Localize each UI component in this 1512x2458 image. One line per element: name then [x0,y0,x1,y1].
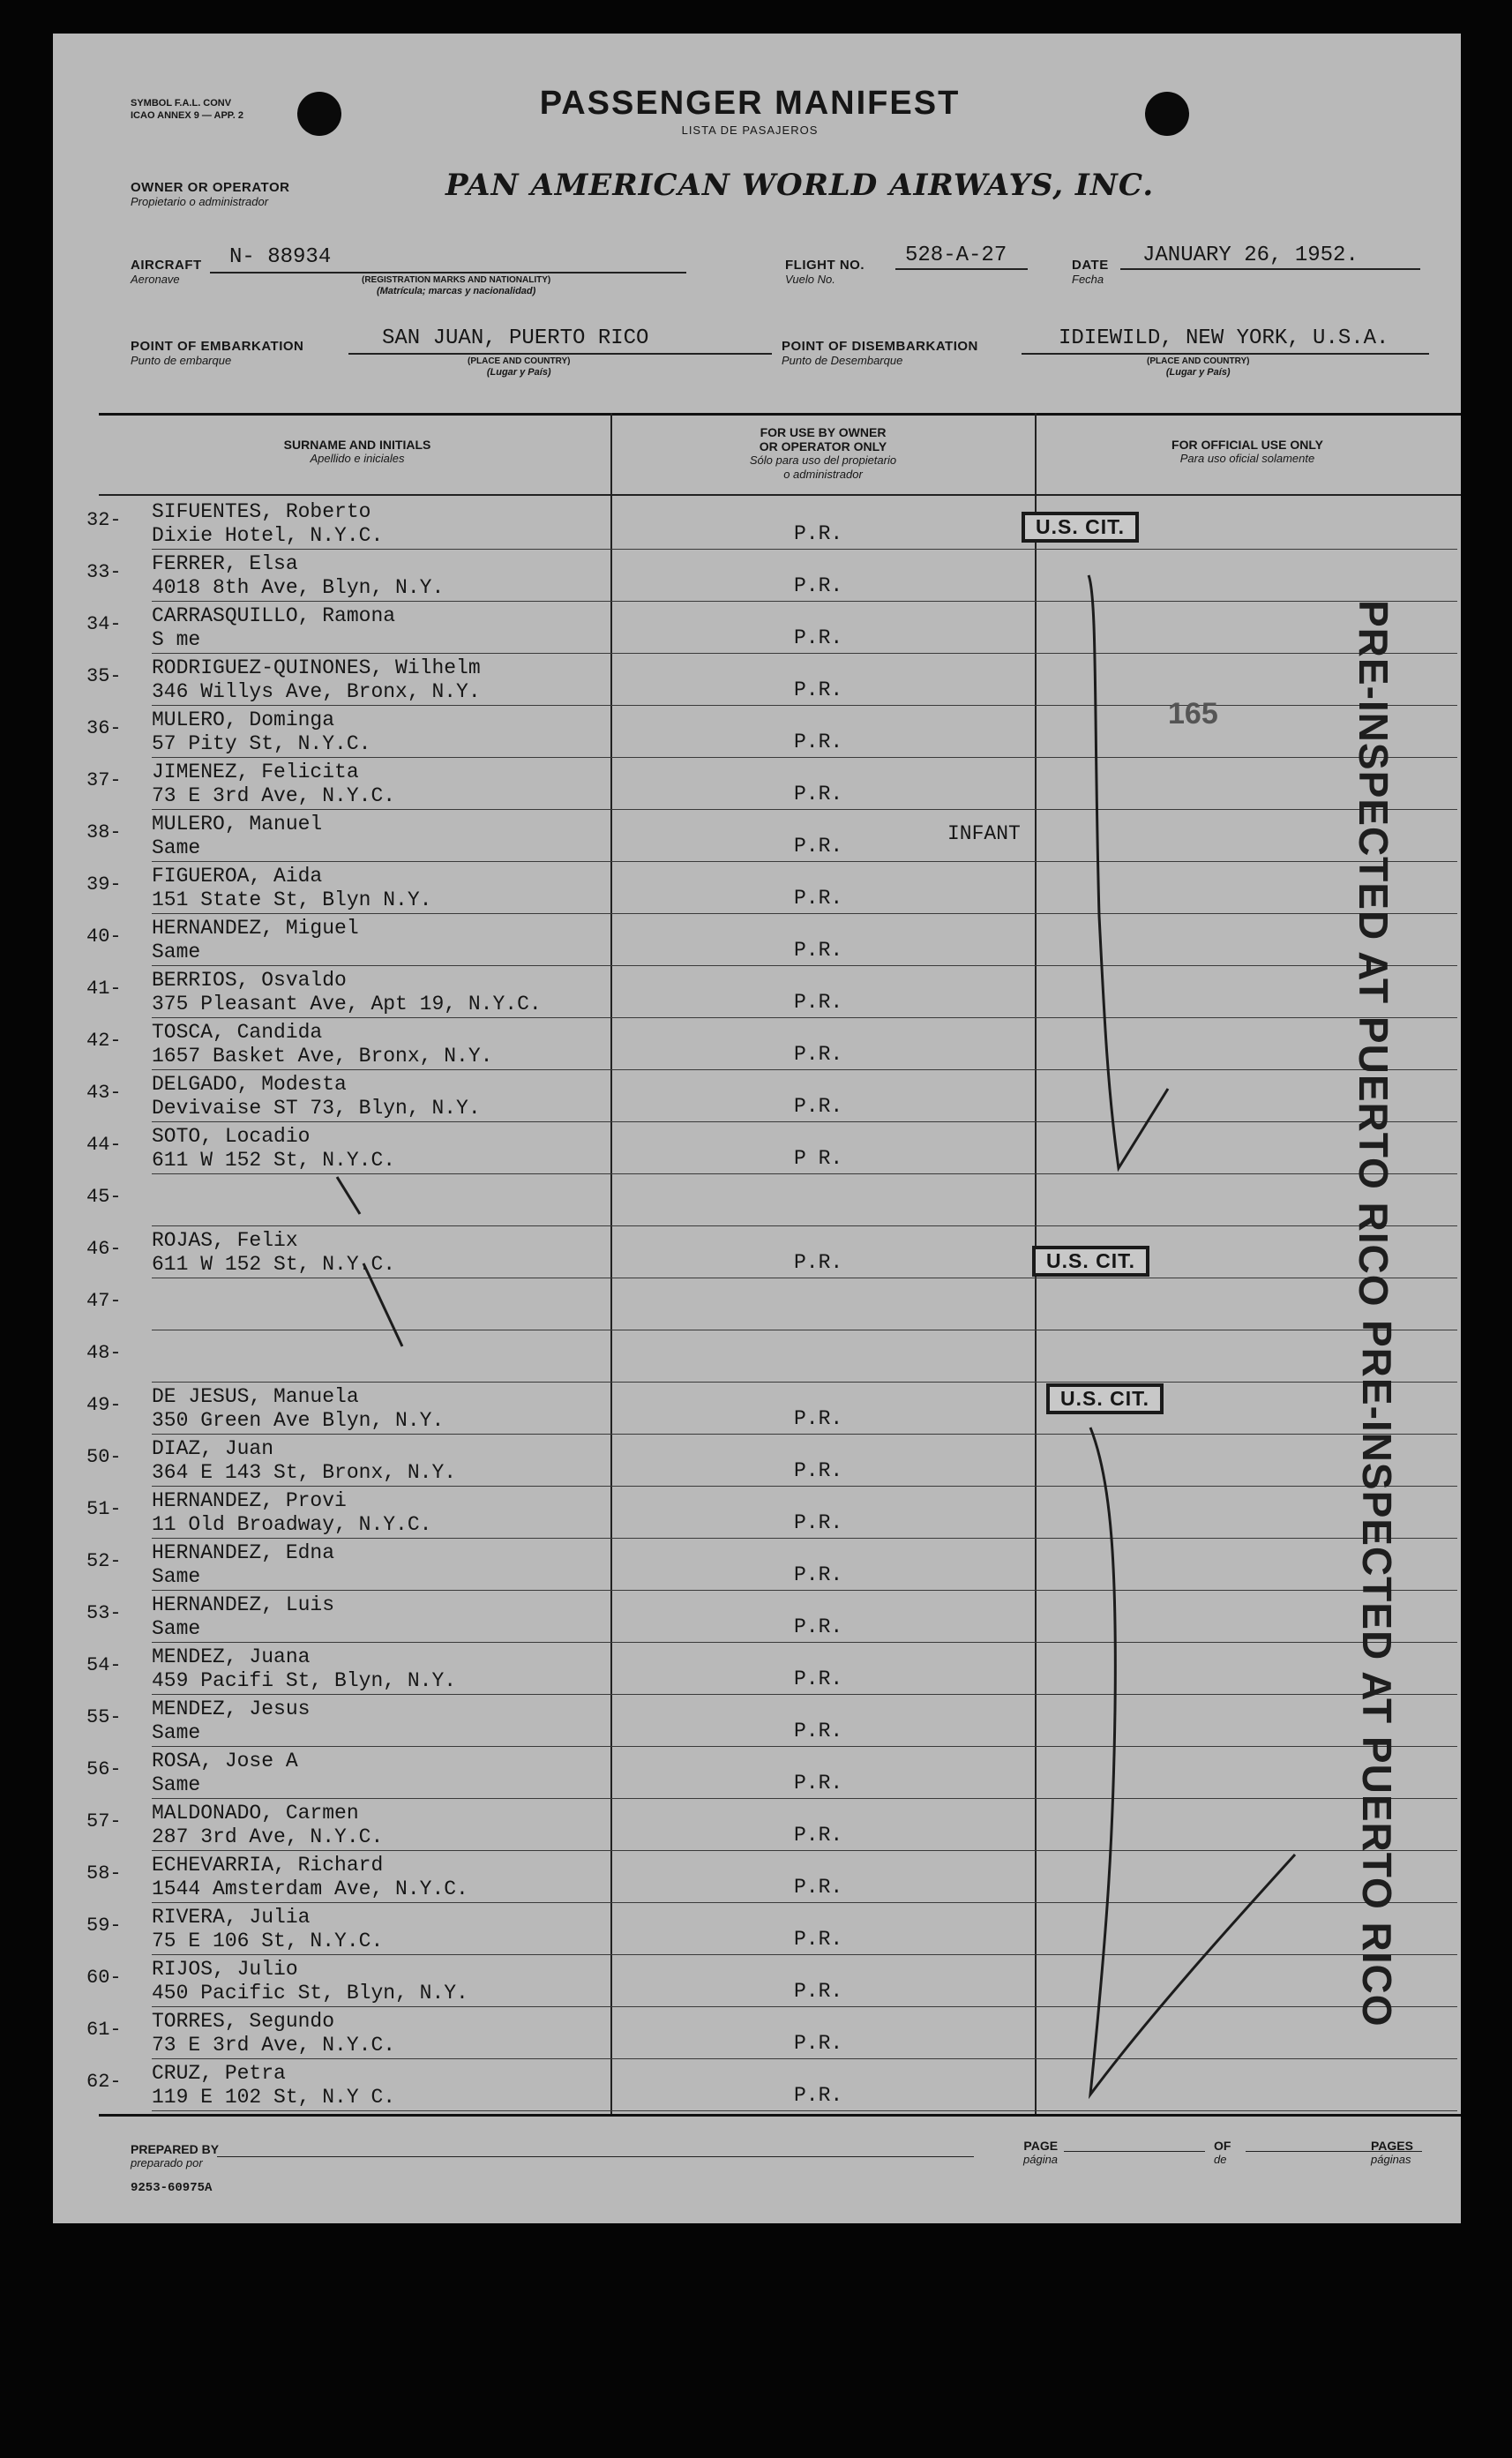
passenger-number: 38- [86,821,122,843]
passenger-name: MULERO, Dominga [152,708,335,731]
operator-code: P.R. [794,1876,843,1899]
passenger-address: 459 Pacifi St, Blyn, N.Y. [152,1669,457,1692]
operator-code: P.R. [794,1824,843,1847]
form-code: 9253-60975A [131,2181,213,2195]
us-citizen-stamp: U.S. CIT. [1032,1246,1149,1277]
page-label: PAGE página [1023,2139,1059,2166]
passenger-number: 40- [86,925,122,948]
passenger-address: Dixie Hotel, N.Y.C. [152,524,384,547]
page-title: PASSENGER MANIFEST [539,85,961,122]
operator-code: P.R. [794,1928,843,1951]
passenger-name: BERRIOS, Osvaldo [152,969,347,992]
passenger-address: Same [152,1565,201,1588]
passenger-address: 611 W 152 St, N.Y.C. [152,1253,396,1276]
operator-code: P.R. [794,731,843,753]
operator-code: P.R. [794,783,843,806]
passenger-address: 75 E 106 St, N.Y.C. [152,1930,384,1952]
passenger-address: Devivaise ST 73, Blyn, N.Y. [152,1097,481,1120]
passenger-address: 1657 Basket Ave, Bronx, N.Y. [152,1045,493,1068]
operator-code: P.R. [794,1251,843,1274]
passenger-name: HERNANDEZ, Provi [152,1489,347,1512]
passenger-name: RIJOS, Julio [152,1958,298,1981]
airline-name: PAN AMERICAN WORLD AIRWAYS, INC. [445,168,1155,203]
passenger-number: 36- [86,717,122,739]
passenger-number: 47- [86,1290,122,1312]
passenger-number: 62- [86,2071,122,2093]
flight-value: 528-A-27 [905,244,1007,267]
operator-code: P.R. [794,1667,843,1690]
passenger-number: 51- [86,1498,122,1520]
passenger-name: RODRIGUEZ-QUINONES, Wilhelm [152,656,481,679]
passenger-address: Same [152,836,201,859]
operator-code: P.R. [794,626,843,649]
passenger-number: 58- [86,1862,122,1885]
passenger-number: 57- [86,1810,122,1832]
passenger-number: 46- [86,1238,122,1260]
passenger-number: 44- [86,1134,122,1156]
page-number-stamp: 165 [1168,697,1218,731]
passenger-name: MENDEZ, Jesus [152,1697,311,1720]
passenger-address: 4018 8th Ave, Blyn, N.Y. [152,576,445,599]
passenger-number: 55- [86,1706,122,1728]
passenger-name: ECHEVARRIA, Richard [152,1854,384,1877]
preinspected-stamp: PRE-INSPECTED AT PUERTO RICO [1354,1320,1400,2027]
passenger-number: 37- [86,769,122,791]
operator-code: P.R. [794,1720,843,1742]
passenger-address: 364 E 143 St, Bronx, N.Y. [152,1461,457,1484]
passenger-name: FIGUEROA, Aida [152,865,323,888]
passenger-number: 34- [86,613,122,635]
passenger-number: 56- [86,1758,122,1780]
form-reference: SYMBOL F.A.L. CONV ICAO ANNEX 9 — APP. 2 [131,98,243,121]
passenger-address: Same [152,1773,201,1796]
passenger-address: 11 Old Broadway, N.Y.C. [152,1513,432,1536]
operator-code: P.R. [794,887,843,910]
owner-label: OWNER OR OPERATOR Propietario o administrador [131,180,290,208]
passenger-name: ROSA, Jose A [152,1750,298,1772]
strike-mark [337,1177,360,1214]
us-citizen-stamp: U.S. CIT. [1046,1383,1164,1414]
passenger-name: DE JESUS, Manuela [152,1385,359,1408]
passenger-address: 73 E 3rd Ave, N.Y.C. [152,784,396,807]
embark-label: POINT OF EMBARKATION Punto de embarque [131,339,304,367]
passenger-address: 375 Pleasant Ave, Apt 19, N.Y.C. [152,993,542,1015]
passenger-name: FERRER, Elsa [152,552,298,575]
operator-code: P.R. [794,1459,843,1482]
passenger-number: 35- [86,665,122,687]
passenger-number: 45- [86,1186,122,1208]
operator-code: P.R. [794,1095,843,1118]
passenger-name: HERNANDEZ, Luis [152,1593,335,1616]
passenger-name: TOSCA, Candida [152,1021,323,1044]
passenger-address: Same [152,940,201,963]
passenger-address: 350 Green Ave Blyn, N.Y. [152,1409,445,1432]
passenger-name: SOTO, Locadio [152,1125,311,1148]
operator-code: P.R. [794,991,843,1014]
passenger-number: 50- [86,1446,122,1468]
pen-marks [53,34,1461,2223]
embark-value: SAN JUAN, PUERTO RICO [382,326,649,350]
operator-code: P.R. [794,1772,843,1795]
passenger-name: CRUZ, Petra [152,2062,286,2085]
operator-code: P.R. [794,522,843,545]
passenger-number: 32- [86,509,122,531]
page-line [1064,2151,1205,2152]
of-label: OF de [1214,2139,1231,2166]
passenger-name: MALDONADO, Carmen [152,1802,359,1825]
passenger-number: 61- [86,2019,122,2041]
us-citizen-stamp: U.S. CIT. [1022,512,1139,543]
operator-code: P.R. [794,2084,843,2107]
page-subtitle: LISTA DE PASAJEROS [681,124,819,137]
pages-label: PAGES páginas [1371,2139,1413,2166]
passenger-number: 52- [86,1550,122,1572]
passenger-address: 287 3rd Ave, N.Y.C. [152,1825,384,1848]
operator-code: P.R. [794,1043,843,1066]
operator-code: P R. [794,1147,843,1170]
embark-place-note: (PLACE AND COUNTRY) (Lugar y País) [468,356,571,378]
operator-code: P.R. [794,1980,843,2003]
operator-code: P.R. [794,1511,843,1534]
passenger-name: MENDEZ, Juana [152,1645,311,1668]
passenger-address: 1544 Amsterdam Ave, N.Y.C. [152,1877,468,1900]
disembark-value: IDIEWILD, NEW YORK, U.S.A. [1059,326,1389,350]
check-mark [1090,1428,1295,2095]
aircraft-value: N- 88934 [229,245,332,269]
passenger-address: 151 State St, Blyn N.Y. [152,888,432,911]
passenger-name: CARRASQUILLO, Ramona [152,604,396,627]
prepared-by-line [217,2156,974,2157]
passenger-name: ROJAS, Felix [152,1229,298,1252]
passenger-address: 346 Willys Ave, Bronx, N.Y. [152,680,481,703]
passenger-number: 33- [86,561,122,583]
passenger-number: 59- [86,1915,122,1937]
registration-note: (REGISTRATION MARKS AND NATIONALITY) (Matrícula; marcas y nacionalidad) [362,275,551,296]
passenger-name: JIMENEZ, Felicita [152,761,359,783]
passenger-number: 43- [86,1082,122,1104]
operator-code: P.R. [794,1407,843,1430]
passenger-address: 57 Pity St, N.Y.C. [152,732,371,755]
operator-code: P.R. [794,1563,843,1586]
passenger-number: 49- [86,1394,122,1416]
passenger-address: 119 E 102 St, N.Y C. [152,2086,396,2109]
passenger-number: 41- [86,978,122,1000]
passenger-number: 42- [86,1030,122,1052]
passenger-number: 48- [86,1342,122,1364]
passenger-address: S me [152,628,201,651]
flight-label: FLIGHT NO. Vuelo No. [785,258,865,286]
strike-mark [363,1263,402,1346]
passenger-number: 39- [86,873,122,896]
passenger-address: 73 E 3rd Ave, N.Y.C. [152,2034,396,2057]
passenger-address: Same [152,1721,201,1744]
passenger-number: 53- [86,1602,122,1624]
operator-code: P.R. [794,835,843,858]
passenger-name: HERNANDEZ, Edna [152,1541,335,1564]
surname-column-header: SURNAME AND INITIALS Apellido e iniciales [283,438,431,465]
passenger-address: 611 W 152 St, N.Y.C. [152,1149,396,1172]
disembark-place-note: (PLACE AND COUNTRY) (Lugar y País) [1147,356,1250,378]
aircraft-label: AIRCRAFT Aeronave [131,258,202,286]
official-column-header: FOR OFFICIAL USE ONLY Para uso oficial solamente [1171,438,1323,465]
passenger-name: DELGADO, Modesta [152,1073,347,1096]
passenger-number: 60- [86,1967,122,1989]
operator-code: P.R. [794,939,843,962]
check-mark [1089,575,1168,1168]
operator-code: P.R. [794,2032,843,2055]
passenger-name: RIVERA, Julia [152,1906,311,1929]
operator-code: P.R. [794,1615,843,1638]
manifest-page [53,34,1461,2223]
operator-code: P.R. [794,574,843,597]
passenger-number: 54- [86,1654,122,1676]
passenger-note: INFANT [947,822,1021,845]
date-label: DATE Fecha [1072,258,1109,286]
passenger-name: SIFUENTES, Roberto [152,500,371,523]
disembark-label: POINT OF DISEMBARKATION Punto de Desembarque [782,339,978,367]
preinspected-stamp: PRE-INSPECTED AT PUERTO RICO [1351,600,1396,1308]
passenger-name: MULERO, Manuel [152,813,323,836]
operator-code: P.R. [794,678,843,701]
passenger-address: Same [152,1617,201,1640]
passenger-address: 450 Pacific St, Blyn, N.Y. [152,1982,468,2005]
date-value: JANUARY 26, 1952. [1142,244,1359,267]
passenger-name: TORRES, Segundo [152,2010,335,2033]
prepared-by-label: PREPARED BY preparado por [131,2142,220,2169]
passenger-name: HERNANDEZ, Miguel [152,917,359,940]
operator-column-header: FOR USE BY OWNER OR OPERATOR ONLY Sólo para uso del propietario o administrador [749,425,897,481]
passenger-name: DIAZ, Juan [152,1437,274,1460]
